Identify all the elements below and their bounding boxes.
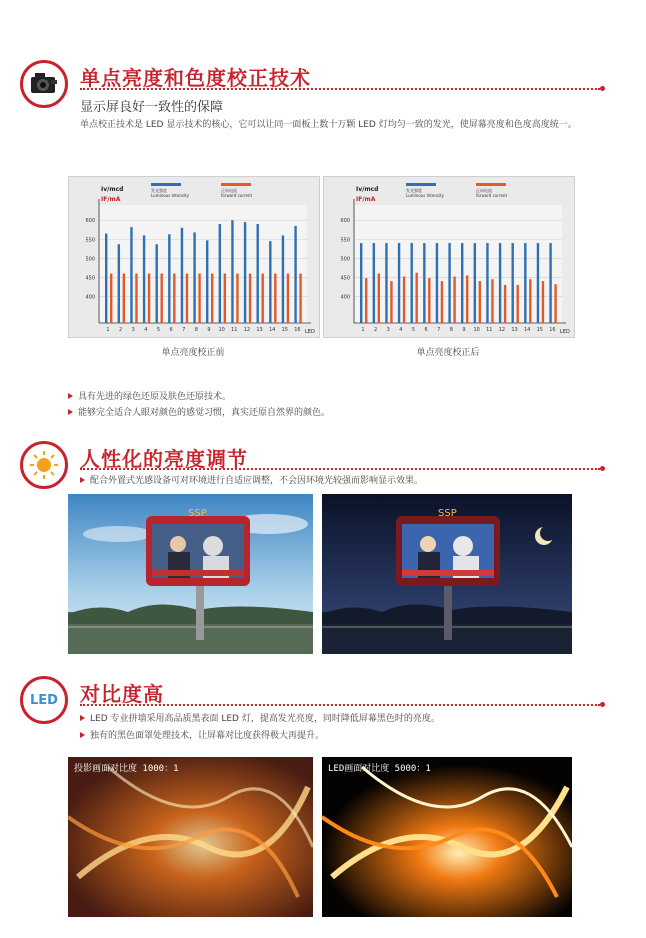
legend-label: 发光强度 — [151, 188, 167, 193]
section3-bullet-2 — [80, 728, 324, 741]
x-tick-label: 15 — [536, 327, 543, 333]
x-tick-label: 10 — [218, 327, 225, 333]
bar-intensity — [206, 240, 208, 323]
chart-before — [68, 176, 320, 338]
bar-intensity — [411, 243, 413, 323]
projection-contrast-label: 投影画面对比度 1000：1 — [74, 764, 179, 774]
chart-before-svg — [69, 177, 319, 337]
y-axis-label-intensity: Iv/mcd — [101, 186, 124, 193]
section3-divider — [80, 704, 600, 706]
section1-bullet-2 — [68, 405, 330, 418]
bar-intensity — [474, 243, 476, 323]
section3-bullet-1 — [80, 711, 440, 724]
section2-divider — [80, 468, 600, 470]
y-tick-label: 600 — [85, 218, 95, 225]
led-contrast-photo — [322, 757, 572, 917]
x-tick-label: 10 — [473, 327, 480, 333]
bullet-arrow-icon — [80, 715, 85, 721]
y-tick-label: 500 — [85, 256, 95, 263]
section1-divider-end — [600, 86, 605, 91]
y-tick-label: 450 — [85, 275, 95, 282]
billboard-night-photo — [322, 494, 572, 654]
x-tick-label: 11 — [231, 327, 238, 333]
x-tick-label: 3 — [386, 327, 390, 333]
bar-intensity — [193, 232, 195, 323]
x-tick-label: 14 — [523, 327, 531, 333]
x-tick-label: 1 — [361, 327, 365, 333]
bar-intensity — [537, 243, 539, 323]
bar-current — [416, 273, 418, 323]
section2-bullet — [80, 473, 423, 486]
x-tick-label: 9 — [462, 327, 466, 333]
bullet-arrow-icon — [80, 732, 85, 738]
bar-current — [161, 274, 163, 323]
x-tick-label: 12 — [498, 327, 506, 333]
bar-current — [378, 274, 380, 323]
bar-intensity — [549, 243, 551, 323]
bar-current — [274, 274, 276, 323]
y-axis-label-current: IF/mA — [356, 196, 376, 203]
bar-current — [529, 279, 531, 323]
billboard-logo: SSP — [188, 508, 207, 519]
chart-after — [323, 176, 575, 338]
bullet-text: 具有先进的绿色还原及肤色还原技术。 — [78, 392, 232, 402]
bullet-arrow-icon — [68, 393, 73, 399]
bar-current — [491, 279, 493, 323]
bar-intensity — [282, 235, 284, 323]
bar-current — [479, 281, 481, 323]
bar-current — [517, 285, 519, 323]
bar-intensity — [385, 243, 387, 323]
x-tick-label: 14 — [268, 327, 276, 333]
bar-current — [542, 281, 544, 323]
bar-current — [224, 274, 226, 323]
sun-icon — [20, 441, 68, 489]
legend-label: 发光强度 — [406, 188, 422, 193]
bar-current — [186, 274, 188, 323]
section1-bullet-1 — [68, 389, 231, 402]
bar-current — [466, 275, 468, 323]
bar-current — [236, 274, 238, 323]
x-tick-label: 16 — [549, 327, 556, 333]
bar-intensity — [398, 243, 400, 323]
bullet-text: 能够完全适合人眼对颜色的感觉习惯，真实还原自然界的颜色。 — [78, 408, 331, 418]
x-tick-label: 6 — [169, 327, 173, 333]
bar-current — [441, 281, 443, 323]
y-axis-label-current: IF/mA — [101, 196, 121, 203]
bar-current — [428, 278, 430, 323]
x-tick-label: 8 — [449, 327, 453, 333]
bar-current — [148, 274, 150, 323]
y-tick-label: 500 — [340, 256, 350, 263]
legend-swatch — [406, 183, 436, 186]
section3-title: 对比度高 — [80, 682, 164, 706]
bar-current — [365, 278, 367, 323]
bar-intensity — [360, 243, 362, 323]
section1-title: 单点亮度和色度校正技术 — [80, 66, 311, 90]
bar-intensity — [461, 243, 463, 323]
x-tick-label: 1 — [106, 327, 110, 333]
bullet-text: 独有的黑色面罩处理技术，让屏幕对比度获得极大再提升。 — [90, 731, 325, 741]
bar-current — [453, 277, 455, 323]
legend-sublabel: forward current — [221, 193, 253, 198]
bar-intensity — [130, 227, 132, 323]
bar-intensity — [499, 243, 501, 323]
bar-current — [287, 274, 289, 323]
x-tick-label: 8 — [194, 327, 198, 333]
x-tick-label: 5 — [411, 327, 416, 333]
projection-contrast-photo — [68, 757, 313, 917]
x-tick-label: 4 — [399, 327, 403, 333]
bar-intensity — [448, 243, 450, 323]
legend-sublabel: Luminous Intensity — [406, 193, 444, 198]
legend-label: 正向电流 — [476, 188, 492, 193]
bar-current — [403, 277, 405, 323]
bar-intensity — [143, 235, 145, 323]
x-tick-label: 9 — [207, 327, 211, 333]
bar-current — [554, 284, 556, 323]
bar-current — [173, 274, 175, 323]
x-tick-label: 3 — [131, 327, 135, 333]
y-tick-label: 550 — [340, 237, 350, 244]
bar-intensity — [436, 243, 438, 323]
x-tick-label: 7 — [182, 327, 186, 333]
legend-label: 正向电流 — [221, 188, 237, 193]
y-tick-label: 400 — [85, 294, 95, 301]
bar-current — [123, 274, 125, 323]
camera-icon — [20, 60, 68, 108]
section1-paragraph: 单点校正技术是 LED 显示技术的核心，它可以让同一面板上数十万颗 LED 灯均匀一致的发光，使屏幕亮度和色度高度统一。 — [80, 120, 577, 130]
bar-intensity — [269, 241, 271, 323]
x-tick-label: 15 — [281, 327, 288, 333]
legend-swatch — [151, 183, 181, 186]
y-tick-label: 450 — [340, 275, 350, 282]
led-icon — [20, 676, 68, 724]
x-tick-label: 7 — [437, 327, 441, 333]
bar-intensity — [105, 234, 107, 323]
bar-intensity — [118, 244, 120, 323]
x-tick-label: 2 — [119, 327, 123, 333]
section1-subtitle: 显示屏良好一致性的保障 — [80, 100, 224, 115]
bar-intensity — [294, 226, 296, 323]
y-tick-label: 400 — [340, 294, 350, 301]
chart-after-caption: 单点亮度校正后 — [416, 348, 480, 358]
x-tick-label: 4 — [144, 327, 148, 333]
legend-swatch — [476, 183, 506, 186]
bar-current — [299, 274, 301, 323]
billboard-logo: SSP — [438, 508, 457, 519]
bar-current — [262, 274, 264, 323]
x-tick-label: 6 — [424, 327, 428, 333]
section3-divider-end — [600, 702, 605, 707]
bar-intensity — [423, 243, 425, 323]
x-tick-label: 16 — [294, 327, 301, 333]
section1-divider — [80, 88, 600, 90]
legend-sublabel: Luminous Intensity — [151, 193, 189, 198]
y-tick-label: 600 — [340, 218, 350, 225]
bullet-arrow-icon — [80, 477, 85, 483]
section2-title: 人性化的亮度调节 — [80, 447, 248, 471]
x-axis-label: LED — [560, 329, 570, 335]
x-axis-label: LED — [305, 329, 315, 335]
billboard-day-photo — [68, 494, 313, 654]
led-contrast-label: LED画面对比度 5000：1 — [328, 764, 431, 774]
legend-swatch — [221, 183, 251, 186]
bar-current — [135, 274, 137, 323]
bar-intensity — [244, 222, 246, 323]
bar-intensity — [219, 224, 221, 323]
x-tick-label: 13 — [256, 327, 263, 333]
section2-divider-end — [600, 466, 605, 471]
bar-intensity — [181, 228, 183, 323]
bar-current — [390, 281, 392, 323]
bar-intensity — [524, 243, 526, 323]
y-tick-label: 550 — [85, 237, 95, 244]
bar-intensity — [373, 243, 375, 323]
x-tick-label: 12 — [243, 327, 251, 333]
bar-current — [249, 274, 251, 323]
y-axis-label-intensity: Iv/mcd — [356, 186, 379, 193]
chart-before-caption: 单点亮度校正前 — [161, 348, 225, 358]
x-tick-label: 5 — [156, 327, 161, 333]
bar-intensity — [231, 220, 233, 323]
x-tick-label: 2 — [374, 327, 378, 333]
bar-intensity — [156, 244, 158, 323]
bullet-text: 配合外置式光感设备可对环境进行自适应调整，不会因环境光较强而影响显示效果。 — [90, 476, 424, 486]
bar-intensity — [168, 234, 170, 323]
bar-intensity — [486, 243, 488, 323]
bullet-text: LED 专业拼墙采用高品质黑表面 LED 灯，提高发光亮度，同时降低屏幕黑色时的亮度。 — [90, 714, 440, 724]
bullet-arrow-icon — [68, 409, 73, 415]
legend-sublabel: forward current — [476, 193, 508, 198]
led-icon-text: LED — [30, 692, 58, 708]
bar-current — [110, 274, 112, 323]
bar-current — [211, 274, 213, 323]
x-tick-label: 11 — [486, 327, 493, 333]
bar-current — [504, 285, 506, 323]
x-tick-label: 13 — [511, 327, 518, 333]
bar-intensity — [512, 243, 514, 323]
bar-intensity — [257, 224, 259, 323]
bar-current — [198, 274, 200, 323]
chart-after-svg — [324, 177, 574, 337]
